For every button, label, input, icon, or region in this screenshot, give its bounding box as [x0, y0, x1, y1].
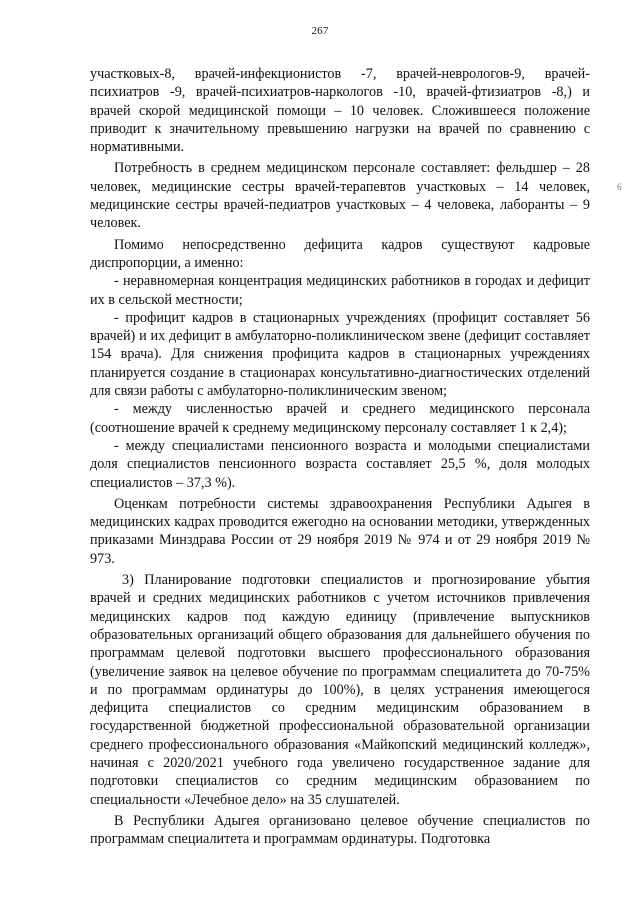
list-item-doctor-nurse-ratio: - между численностью врачей и среднего медицинского персонала (соотношение врачей к среднему медицинскому персоналу составляет 1 к 2,4);: [90, 401, 590, 436]
paragraph-doctor-shortage-continued: участковых-8, врачей-инфекционистов -7, врачей-неврологов-9, врачей-психиатров -9, врачей-психиатров-наркологов -10, врачей-фтизиатров -8,) и врачей скорой медицинской помощи – 10 человек. Сложившееся положение приводит к значительному превышению нагрузки на врачей по сравнению с нормативными.: [90, 66, 590, 156]
paragraph-nursing-staff-need: Потребность в среднем медицинском персонале составляет: фельдшер – 28 человек, медицинские сестры врачей-терапевтов участковых – 14 человек, медицинские сестры врачей-педиатров участковых – 4 человека, лаборанты – 9 человек.: [90, 160, 590, 232]
page-number: 267: [311, 25, 329, 37]
body-text: [90, 65, 590, 848]
margin-mark: 6: [617, 182, 622, 192]
list-item-hospital-surplus: - профицит кадров в стационарных учреждениях (профицит составляет 56 врачей) и их дефицит в амбулаторно-поликлиническом звене (дефицит составляет 154 врача). Для снижения профицита кадров в стационарных учреждениях планируется создание в стационарах консультативно-диагностических отделений для связи работы с амбулаторно-поликлиническим звеном;: [90, 309, 590, 400]
list-item-urban-rural: - неравномерная концентрация медицинских работников в городах и дефицит их в сельской местности;: [90, 273, 590, 308]
paragraph-targeted-training: В Республики Адыгея организовано целевое обучение специалистов по программам специалитета и программам ординатуры. Подготовка: [90, 812, 590, 848]
paragraph-staff-disproportions: Помимо непосредственно дефицита кадров существуют кадровые диспропорции, а именно:: [90, 236, 590, 271]
paragraph-needs-assessment: Оценкам потребности системы здравоохранения Республики Адыгея в медицинских кадрах проводится ежегодно на основании методики, утвержденных приказами Минздрава России от 29 ноября 2019 № 974 и от 29 ноября 2019 № 973.: [90, 495, 590, 567]
paragraph-training-planning: 3) Планирование подготовки специалистов и прогнозирование убытия врачей и средних медицинских работников с учетом источников привлечения медицинских кадров под каждую единицу (привлечение выпускников образовательных организаций общего образования для дальнейшего обучения по программам целевой подготовки высшего профессионального образования (увеличение заявок на целевое обучение по программам специалитета до 70-75% и по программам ординатуры до 100%), в целях устранения имеющегося дефицита специалистов со средним медицинским образованием в государственной бюджетной профессиональной образовательной организации среднего профессионального образования «Майкопский медицинский колледж», начиная с 2020/2021 учебного года увеличено государственное задание для подготовки специалистов со средним медицинским образованием по специальности «Лечебное дело» на 35 слушателей.: [90, 572, 590, 808]
list-item-age-structure: - между специалистами пенсионного возраста и молодыми специалистами доля специалистов пенсионного возраста составляет 25,5 %, доля молодых специалистов – 37,3 %).: [90, 437, 590, 491]
